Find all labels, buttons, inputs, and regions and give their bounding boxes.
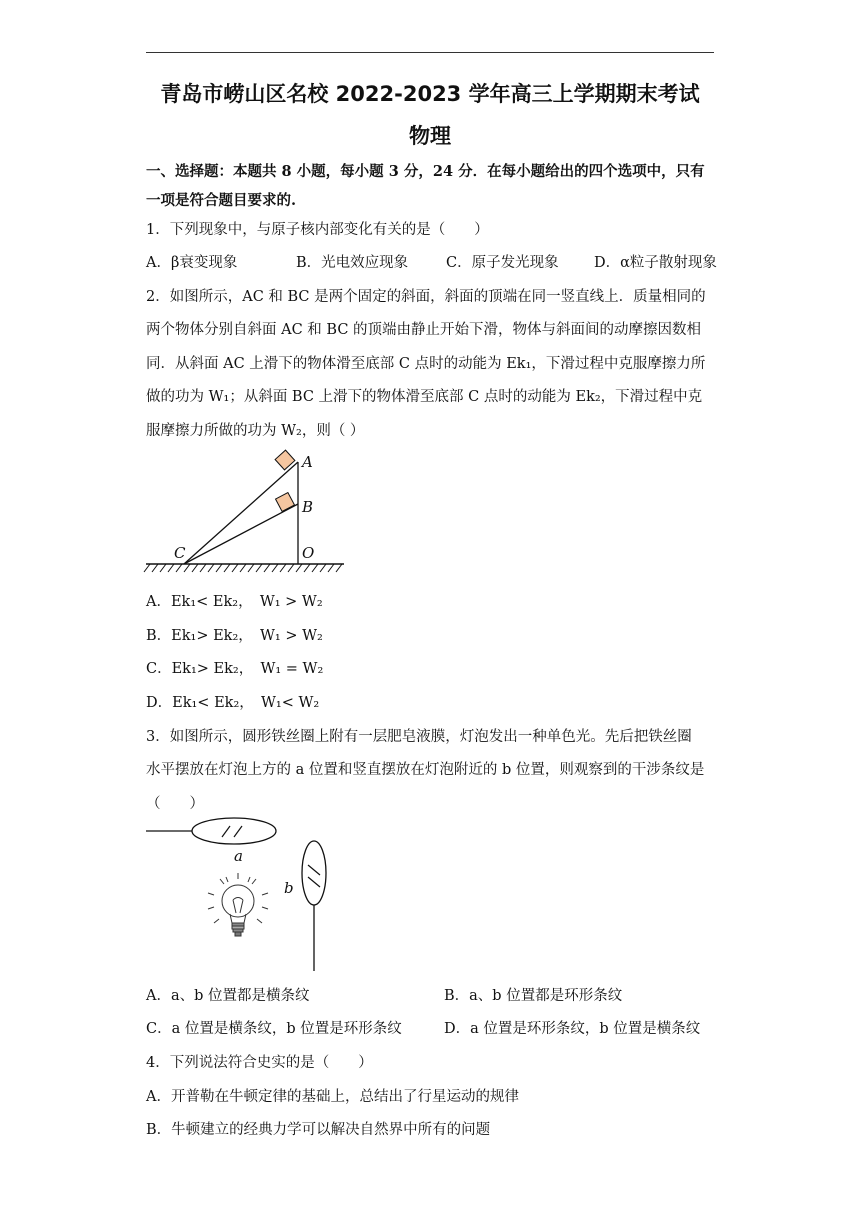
q3-option-c: C．a 位置是横条纹，b 位置是环形条纹 xyxy=(146,1021,402,1037)
label-o: O xyxy=(302,544,315,562)
label-b: B xyxy=(302,498,314,516)
exam-title: 青岛市崂山区名校 2022-2023 学年高三上学期期末考试 xyxy=(160,82,700,106)
incline-diagram xyxy=(140,448,350,578)
q1-stem: 1．下列现象中，与原子核内部变化有关的是（ ） xyxy=(146,222,489,238)
q3-line-3: （ ） xyxy=(146,796,204,812)
label-position-b: b xyxy=(284,879,294,897)
q2-line-1: 2．如图所示，AC 和 BC 是两个固定的斜面，斜面的顶端在同一竖直线上．质量相同的 xyxy=(146,289,706,305)
q4-option-b: B．牛顿建立的经典力学可以解决自然界中所有的问题 xyxy=(146,1122,491,1138)
soap-film-diagram xyxy=(146,815,346,975)
q3-line-2: 水平摆放在灯泡上方的 a 位置和竖直摆放在灯泡附近的 b 位置，则观察到的干涉条纹是 xyxy=(146,762,705,778)
q1-option-d: D．α粒子散射现象 xyxy=(594,255,717,271)
q4-option-a: A．开普勒在牛顿定律的基础上，总结出了行星运动的规律 xyxy=(146,1089,519,1105)
q2-option-b: B．Ek₁> Ek₂， W₁ > W₂ xyxy=(146,628,323,644)
q3-option-a: A．a、b 位置都是横条纹 xyxy=(146,988,310,1004)
q1-option-b: B．光电效应现象 xyxy=(296,255,409,271)
light-bulb-icon xyxy=(208,873,268,936)
ring-b xyxy=(302,841,326,905)
subject-title: 物理 xyxy=(409,124,451,148)
label-c: C xyxy=(174,544,186,562)
q2-line-3: 同．从斜面 AC 上滑下的物体滑至底部 C 点时的动能为 Ek₁，下滑过程中克服摩擦力所 xyxy=(146,356,706,372)
label-position-a: a xyxy=(234,847,243,865)
q2-line-4: 做的功为 W₁；从斜面 BC 上滑下的物体滑至底部 C 点时的动能为 Ek₂，下滑过程中克 xyxy=(146,389,703,405)
header-rule xyxy=(146,52,714,53)
q1-option-a: A．β衰变现象 xyxy=(146,255,238,271)
ring-a xyxy=(192,818,276,844)
block-on-bc xyxy=(276,493,295,512)
q2-option-a: A．Ek₁< Ek₂， W₁ > W₂ xyxy=(146,594,323,610)
section-intro-line-1: 一、选择题：本题共 8 小题，每小题 3 分，24 分．在每小题给出的四个选项中，只有 xyxy=(146,163,705,180)
q2-line-2: 两个物体分别自斜面 AC 和 BC 的顶端由静止开始下滑，物体与斜面间的动摩擦因数相 xyxy=(146,322,702,338)
q3-line-1: 3．如图所示，圆形铁丝圈上附有一层肥皂液膜，灯泡发出一种单色光。先后把铁丝圈 xyxy=(146,729,692,745)
q3-option-b: B．a、b 位置都是环形条纹 xyxy=(444,988,623,1004)
q1-option-c: C．原子发光现象 xyxy=(446,255,559,271)
q3-option-d: D．a 位置是环形条纹，b 位置是横条纹 xyxy=(444,1021,701,1037)
label-a: A xyxy=(302,453,313,471)
q2-option-d: D．Ek₁< Ek₂， W₁< W₂ xyxy=(146,695,320,711)
section-intro-line-2: 一项是符合题目要求的. xyxy=(146,192,297,209)
q2-line-5: 服摩擦力所做的功为 W₂，则（ ） xyxy=(146,423,365,439)
ground-hatch xyxy=(144,564,342,572)
q4-stem: 4．下列说法符合史实的是（ ） xyxy=(146,1055,373,1071)
q2-option-c: C．Ek₁> Ek₂， W₁ = W₂ xyxy=(146,661,324,677)
